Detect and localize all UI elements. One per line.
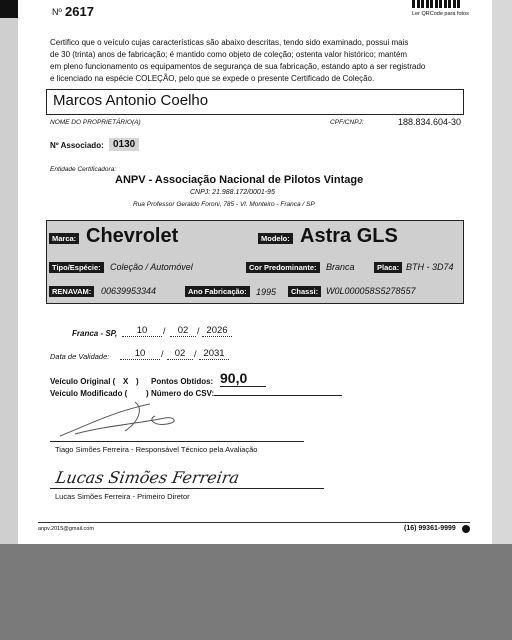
technician-name: Tiago Simões Ferreira - Responsável Técnico pela Avaliação: [55, 445, 258, 454]
ano-value: 1995: [256, 287, 277, 297]
date-separator: /: [163, 326, 166, 336]
valid-day: 10: [120, 348, 160, 360]
points-value: 90,0: [220, 370, 266, 387]
whatsapp-icon: [462, 525, 470, 533]
original-close: ): [136, 377, 139, 386]
background-area: [0, 544, 512, 640]
tipo-label: Tipo/Espécie:: [49, 262, 104, 273]
date-separator: /: [161, 349, 164, 359]
footer-phone[interactable]: (16) 99361-9999: [404, 525, 456, 532]
marca-value: Chevrolet: [86, 225, 179, 247]
associate-number: 0130: [109, 138, 139, 151]
modified-label: Veículo Modificado (: [50, 389, 128, 398]
cpf-value: 188.834.604-30: [398, 117, 462, 127]
marca-label: Marca:: [49, 233, 79, 244]
entity-name: ANPV - Associação Nacional de Pilotos Vintage: [115, 174, 364, 186]
original-mark: X: [123, 377, 129, 386]
tipo-value: Coleção / Automóvel: [110, 262, 193, 272]
csv-label: Número do CSV:: [151, 389, 215, 398]
certificate-number: 2617: [65, 4, 94, 19]
issue-year: 2026: [202, 325, 232, 337]
issue-day: 10: [122, 325, 162, 337]
placa-label: Placa:: [374, 262, 402, 273]
chassi-value: W0L000058S5278557: [326, 286, 416, 296]
csv-line: [214, 394, 342, 396]
modified-close: ): [146, 389, 149, 398]
place-label: Franca - SP,: [72, 329, 118, 338]
body-line: de 30 (trinta) anos de fabricação; é mantido como objeto de coleção; ostenta valor histórico; mantém: [50, 50, 408, 59]
valid-month: 02: [167, 348, 193, 360]
date-separator: /: [197, 326, 200, 336]
points-label: Pontos Obtidos:: [151, 377, 214, 386]
modelo-value: Astra GLS: [300, 225, 398, 247]
chassi-label: Chassi:: [288, 286, 321, 297]
entity-cnpj: CNPJ: 21.988.172/0001-95: [190, 189, 275, 196]
owner-name: Marcos Antonio Coelho: [53, 92, 209, 109]
renavam-label: RENAVAM:: [49, 286, 94, 297]
body-line: Certifico que o veículo cujas características são abaixo descritas, tendo sido examinado, possui mais: [50, 38, 409, 47]
right-edge: [492, 0, 512, 544]
director-name: Lucas Simões Ferreira - Primeiro Diretor: [55, 492, 190, 501]
cor-value: Branca: [326, 262, 355, 272]
technician-signature-line: [50, 440, 304, 442]
cpf-label: CPF/CNPJ:: [330, 119, 364, 126]
placa-value: BTH - 3D74: [406, 262, 454, 272]
qr-code[interactable]: [412, 0, 462, 8]
entity-address: Rua Professor Geraldo Foroni, 785 - Vl. Monteiro - Franca / SP: [133, 201, 315, 208]
certification-text: [50, 37, 425, 85]
body-line: em pleno funcionamento os equipamentos de segurança de sua fabricação, estando apto a ser registrado: [50, 62, 426, 71]
director-signature-line: [50, 487, 324, 489]
entity-label: Entidade Certificadora:: [50, 166, 117, 173]
footer-email[interactable]: anpv.2015@gmail.com: [38, 526, 94, 532]
footer-divider: [38, 522, 470, 523]
valid-year: 2031: [199, 348, 229, 360]
left-edge: [0, 18, 18, 544]
modelo-label: Modelo:: [258, 233, 293, 244]
qr-caption: Ler QRCode para fotos: [412, 11, 469, 17]
renavam-value: 00639953344: [101, 286, 157, 296]
body-line: e licenciado na espécie COLEÇÃO, pelo que se expede o presente Certificado de Coleção.: [50, 74, 375, 83]
technician-signature-icon: [55, 396, 185, 446]
ano-label: Ano Fabricação:: [185, 286, 250, 297]
validity-label: Data de Validade:: [50, 352, 110, 361]
issue-month: 02: [170, 325, 196, 337]
original-label: Veículo Original (: [50, 377, 116, 386]
cor-label: Cor Predominante:: [246, 262, 320, 273]
number-label: Nº: [52, 7, 62, 17]
date-separator: /: [194, 349, 197, 359]
associate-label: Nº Associado:: [50, 141, 104, 150]
director-signature: Lucas Simões Ferreira: [54, 468, 241, 487]
owner-label: NOME DO PROPRIETÁRIO(A): [50, 119, 141, 126]
